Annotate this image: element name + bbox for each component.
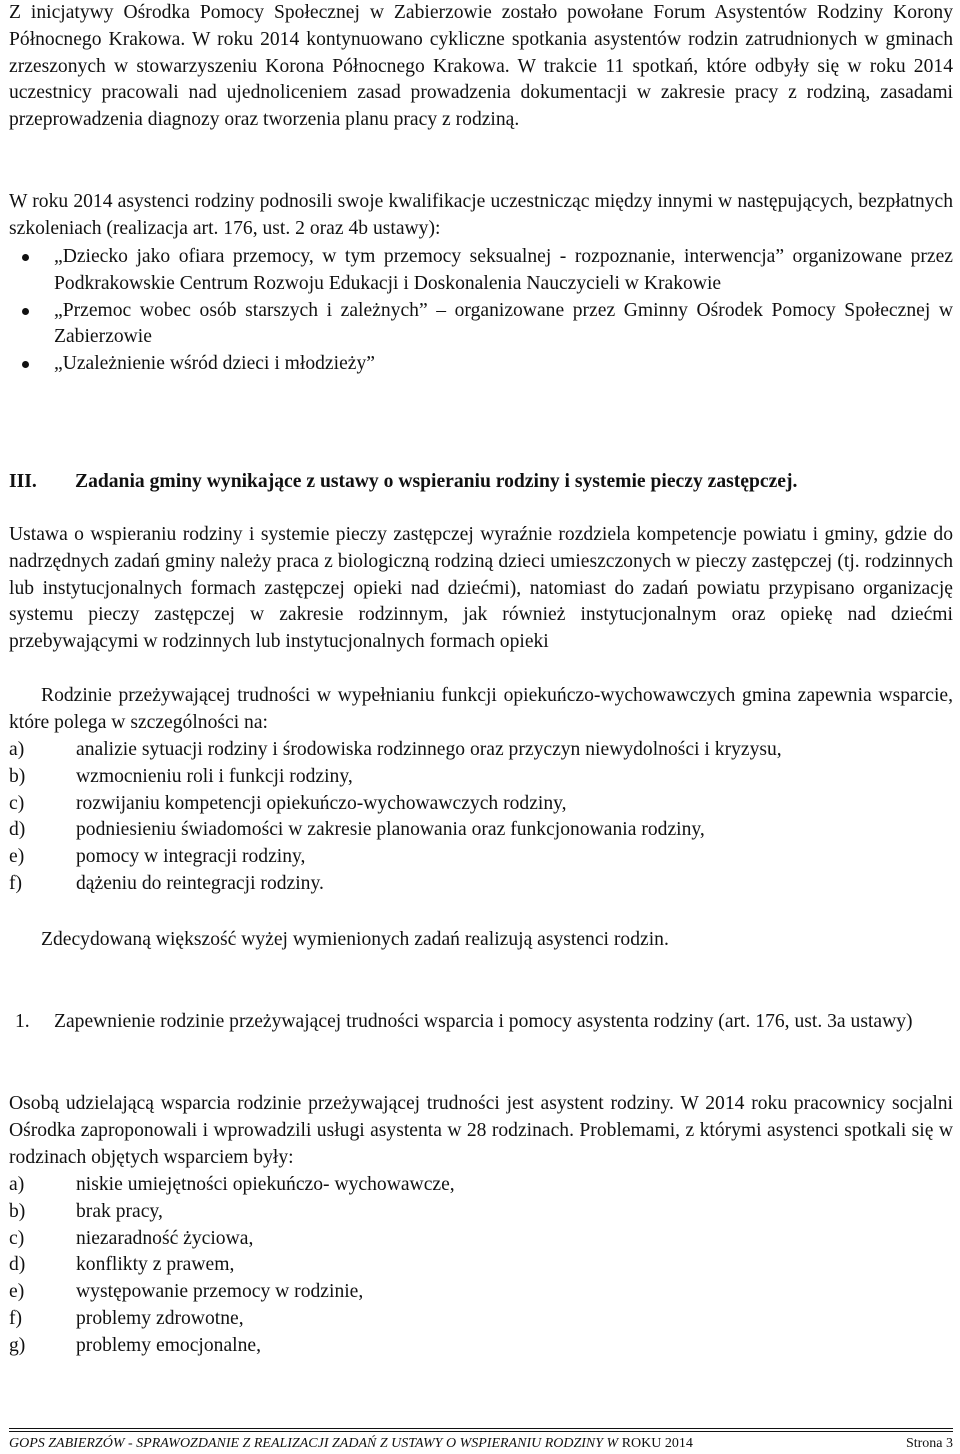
- list-item: a) analizie sytuacji rodziny i środowiska rodzinnego oraz przyczyn niewydolności i kryzysu,: [9, 739, 782, 760]
- list-item: d) podniesieniu świadomości w zakresie planowania oraz funkcjonowania rodziny,: [9, 819, 705, 841]
- page-number: Strona 3: [905, 1436, 953, 1451]
- section-title: Zadania gminy wynikające z ustawy o wspieraniu rodziny i systemie pieczy zastępczej.: [75, 471, 798, 492]
- section-number: III.: [9, 471, 37, 492]
- numbered-item: 1. Zapewnienie rodzinie przeżywającej trudności wsparcia i pomocy asystenta rodziny (art. 176, ust. 3a ustawy): [15, 1011, 913, 1032]
- paragraph-support-intro: Rodzinie przeżywającej trudności w wypełnianiu funkcji opiekuńczo-wychowawczych gmina zapewnia wsparcie, które polega w szczególności na:: [9, 685, 953, 733]
- footer-divider: [9, 1431, 953, 1432]
- list-item: „Dziecko jako ofiara przemocy, w tym przemocy seksualnej - rozpoznanie, interwencja” organizowane przez Podkrakowskie Centrum Rozwoju Edukacji i Doskonalenia Nauczycieli w Krakowie: [9, 244, 953, 298]
- bullet-icon: [22, 254, 29, 261]
- footer-title: GOPS ZABIERZÓW - SPRAWOZDANIE Z REALIZACJI ZADAŃ Z USTAWY O WSPIERANIU RODZINY W ROKU 2014: [9, 1436, 693, 1451]
- paragraph-summary: Zdecydowaną większość wyżej wymienionych zadań realizują asystenci rodzin.: [41, 929, 669, 950]
- paragraph-assistant: Osobą udzielającą wsparcia rodzinie przeżywającej trudności jest asystent rodziny. W 2014 roku pracownicy socjalni Ośrodka zaproponowali i wprowadzili usługi asystenta w 28 rodzinach. Problemami, z którymi asystenci spotkali się w rodzinach objętych wsparciem były:: [9, 1093, 953, 1168]
- list-item: a) niskie umiejętności opiekuńczo- wychowawcze,: [9, 1174, 455, 1195]
- page-footer: [9, 1435, 953, 1453]
- list-item: g) problemy emocjonalne,: [9, 1334, 261, 1356]
- list-item: d) konflikty z prawem,: [9, 1254, 235, 1276]
- list-item: c) rozwijaniu kompetencji opiekuńczo-wychowawczych rodziny,: [9, 792, 567, 814]
- list-item: f) dążeniu do reintegracji rodziny.: [9, 872, 324, 894]
- list-item: b) brak pracy,: [9, 1200, 163, 1222]
- paragraph-law: Ustawa o wspieraniu rodziny i systemie pieczy zastępczej wyraźnie rozdziela kompetencje powiatu i gminy, gdzie do nadrzędnych zadań gminy należy praca z biologiczną rodziną dzieci umieszczonych w pieczy zastępczej (tj. rodzinnych lub instytucjonalnych formach zastępczej opieki nad dziećmi), natomiast do zadań powiatu przypisano organizację systemu pieczy zastępczej w zakresie rodzinnym, jak również instytucjonalnym oraz opiekę nad dziećmi przebywającymi w rodzinnych lub instytucjonalnych formach opieki: [9, 524, 953, 653]
- list-item: „Uzależnienie wśród dzieci i młodzieży”: [9, 351, 953, 378]
- list-item: f) problemy zdrowotne,: [9, 1307, 244, 1329]
- list-item: e) występowanie przemocy w rodzinie,: [9, 1281, 364, 1303]
- trainings-list: [9, 244, 953, 378]
- list-item: „Przemoc wobec osób starszych i zależnych” – organizowane przez Gminny Ośrodek Pomocy Społecznej w Zabierzowie: [9, 298, 953, 352]
- footer-divider: [9, 1428, 953, 1429]
- paragraph-trainings-intro: W roku 2014 asystenci rodziny podnosili swoje kwalifikacje uczestnicząc między innymi w następujących, bezpłatnych szkoleniach (realizacja art. 176, ust. 2 oraz 4b ustawy):: [9, 191, 953, 239]
- bullet-icon: [22, 361, 29, 368]
- list-item: c) niezaradność życiowa,: [9, 1227, 254, 1249]
- problems-list: [9, 1172, 953, 1360]
- paragraph-forum: Z inicjatywy Ośrodka Pomocy Społecznej w Zabierzowie zostało powołane Forum Asystentów Rodziny Korony Północnego Krakowa. W roku 2014 kontynuowano cykliczne spotkania asystentów rodzin zatrudnionych w gminach zrzeszonych w stowarzyszeniu Korona Północnego Krakowa. W trakcie 11 spotkań, które odbyły się w roku 2014 uczestnicy pracowali nad ujednoliceniem zasad prowadzenia dokumentacji w zakresie pracy z rodziną, zasadami przeprowadzenia diagnozy oraz tworzenia planu pracy z rodziną.: [9, 2, 953, 131]
- section-heading: [9, 469, 953, 496]
- support-list: [9, 737, 953, 898]
- list-item: e) pomocy w integracji rodziny,: [9, 846, 306, 868]
- list-item: b) wzmocnieniu roli i funkcji rodziny,: [9, 765, 353, 787]
- bullet-icon: [22, 308, 29, 315]
